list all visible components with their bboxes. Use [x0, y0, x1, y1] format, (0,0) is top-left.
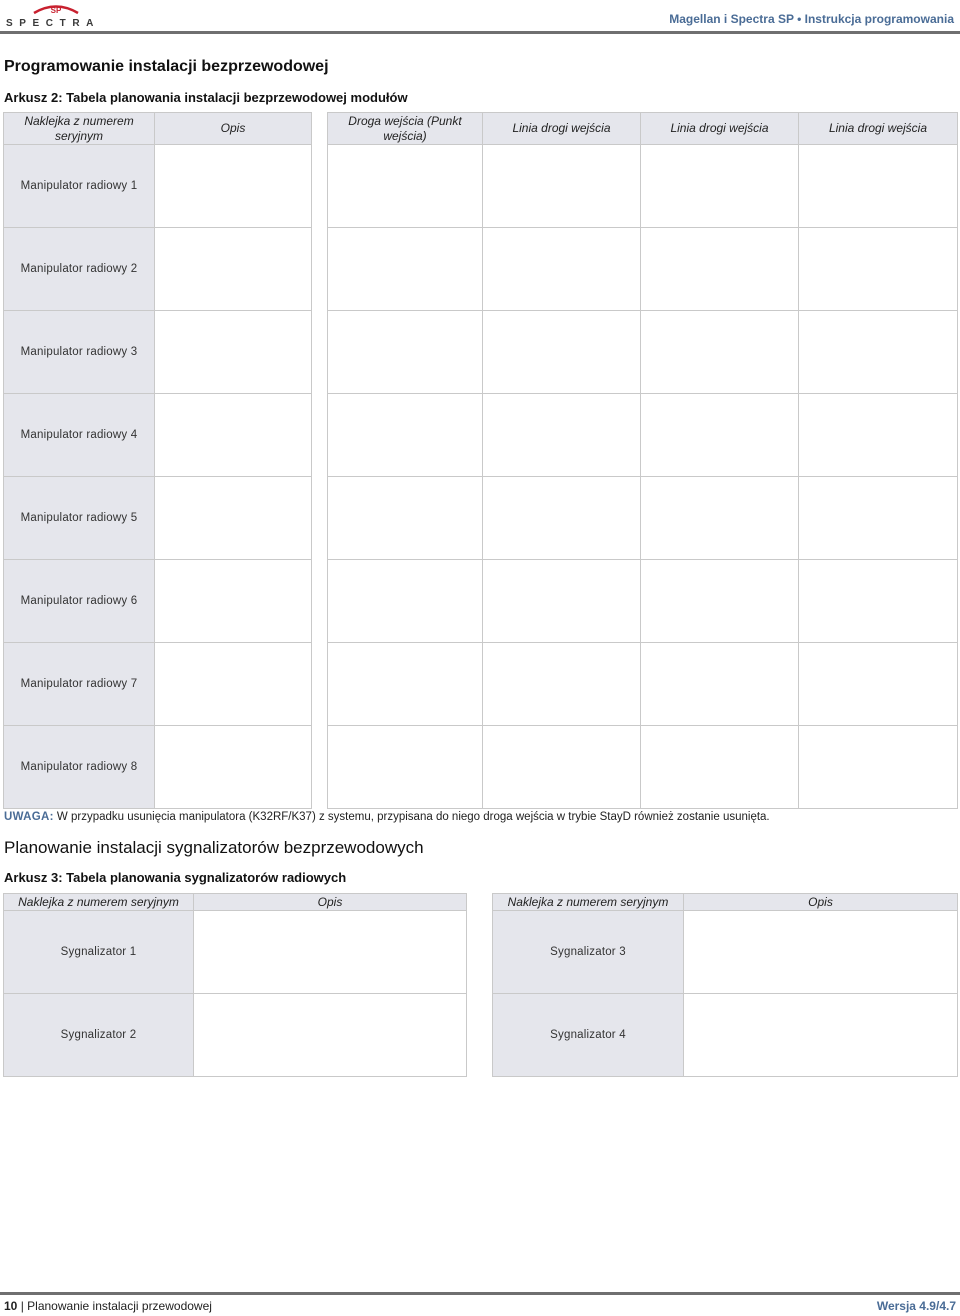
row-label: Manipulator radiowy 6: [4, 560, 155, 643]
table-cell[interactable]: [641, 145, 799, 228]
table-cell[interactable]: [328, 477, 483, 560]
table-cell[interactable]: [328, 394, 483, 477]
column-header: Opis: [194, 894, 467, 911]
column-header: Linia drogi wejścia: [799, 113, 958, 145]
sheet-title: Arkusz 3: Tabela planowania sygnalizatorów radiowych: [4, 870, 347, 885]
table-cell[interactable]: [483, 560, 641, 643]
note-body: W przypadku usunięcia manipulatora (K32RF/K37) z systemu, przypisana do niego droga wejścia w trybie StayD również zostanie usunięta.: [53, 811, 770, 823]
table-cell[interactable]: [641, 726, 799, 809]
document-title: Magellan i Spectra SP • Instrukcja programowania: [669, 12, 954, 26]
row-label: Sygnalizator 4: [493, 994, 684, 1077]
table-cell[interactable]: [155, 145, 312, 228]
footer-section-title: Planowanie instalacji przewodowej: [27, 1299, 212, 1313]
version-label: Wersja 4.9/4.7: [876, 1299, 956, 1313]
sheet-title: Arkusz 2: Tabela planowania instalacji bezprzewodowej modułów: [4, 90, 408, 105]
table-cell[interactable]: [799, 311, 958, 394]
page-number: 10: [4, 1299, 18, 1313]
row-label: Manipulator radiowy 3: [4, 311, 155, 394]
table-cell[interactable]: [799, 643, 958, 726]
table-cell[interactable]: [799, 560, 958, 643]
footer-divider: [0, 1292, 960, 1295]
siren-table-right: [492, 893, 958, 1077]
column-header: Opis: [684, 894, 958, 911]
logo-sp-text: SP: [50, 6, 62, 15]
table-cell[interactable]: [328, 145, 483, 228]
table-cell[interactable]: [155, 560, 312, 643]
table-cell[interactable]: [194, 994, 467, 1077]
table-cell[interactable]: [483, 477, 641, 560]
table-cell[interactable]: [483, 228, 641, 311]
column-header: Naklejka z numerem seryjnym: [493, 894, 684, 911]
logo-spectra-text: SPECTRA: [6, 18, 100, 28]
row-label: Manipulator radiowy 7: [4, 643, 155, 726]
table-cell[interactable]: [328, 643, 483, 726]
table-cell[interactable]: [483, 311, 641, 394]
column-header: Droga wejścia (Punkt wejścia): [328, 113, 483, 145]
table-cell[interactable]: [328, 311, 483, 394]
table-cell[interactable]: [483, 145, 641, 228]
column-header: Linia drogi wejścia: [641, 113, 799, 145]
table-cell[interactable]: [641, 228, 799, 311]
row-label: Sygnalizator 1: [4, 911, 194, 994]
table-cell[interactable]: [799, 394, 958, 477]
table-cell[interactable]: [799, 726, 958, 809]
row-label: Sygnalizator 3: [493, 911, 684, 994]
table-cell[interactable]: [641, 643, 799, 726]
column-header: Naklejka z numerem seryjnym: [4, 113, 155, 145]
column-header: Naklejka z numerem seryjnym: [4, 894, 194, 911]
table-cell[interactable]: [483, 643, 641, 726]
table-cell[interactable]: [155, 726, 312, 809]
table-cell[interactable]: [641, 477, 799, 560]
siren-table-left: [3, 893, 467, 1077]
column-header: Opis: [155, 113, 312, 145]
note-keyword: UWAGA:: [4, 811, 54, 823]
table-cell[interactable]: [155, 394, 312, 477]
column-header: Linia drogi wejścia: [483, 113, 641, 145]
table-cell[interactable]: [799, 228, 958, 311]
planning-table: [3, 112, 312, 809]
table-cell[interactable]: [641, 560, 799, 643]
table-cell[interactable]: [155, 477, 312, 560]
row-label: Sygnalizator 2: [4, 994, 194, 1077]
table-cell[interactable]: [641, 311, 799, 394]
table-cell[interactable]: [483, 726, 641, 809]
row-label: Manipulator radiowy 5: [4, 477, 155, 560]
section-title: Planowanie instalacji sygnalizatorów bezprzewodowych: [4, 838, 424, 857]
header-divider: [0, 31, 960, 34]
table-cell[interactable]: [483, 394, 641, 477]
row-label: Manipulator radiowy 4: [4, 394, 155, 477]
table-cell[interactable]: [799, 477, 958, 560]
table-cell[interactable]: [328, 228, 483, 311]
table-cell[interactable]: [684, 994, 958, 1077]
row-label: Manipulator radiowy 2: [4, 228, 155, 311]
table-cell[interactable]: [155, 228, 312, 311]
table-cell[interactable]: [155, 643, 312, 726]
table-cell[interactable]: [328, 726, 483, 809]
spectra-logo: [4, 2, 108, 28]
table-cell[interactable]: [684, 911, 958, 994]
entry-path-table: [327, 112, 958, 809]
footer-section: 10 | Planowanie instalacji przewodowej: [4, 1299, 212, 1313]
table-cell[interactable]: [194, 911, 467, 994]
table-cell[interactable]: [641, 394, 799, 477]
table-cell[interactable]: [155, 311, 312, 394]
row-label: Manipulator radiowy 8: [4, 726, 155, 809]
table-cell[interactable]: [328, 560, 483, 643]
note-text: [4, 811, 770, 823]
row-label: Manipulator radiowy 1: [4, 145, 155, 228]
table-cell[interactable]: [799, 145, 958, 228]
section-title: Programowanie instalacji bezprzewodowej: [4, 58, 329, 75]
